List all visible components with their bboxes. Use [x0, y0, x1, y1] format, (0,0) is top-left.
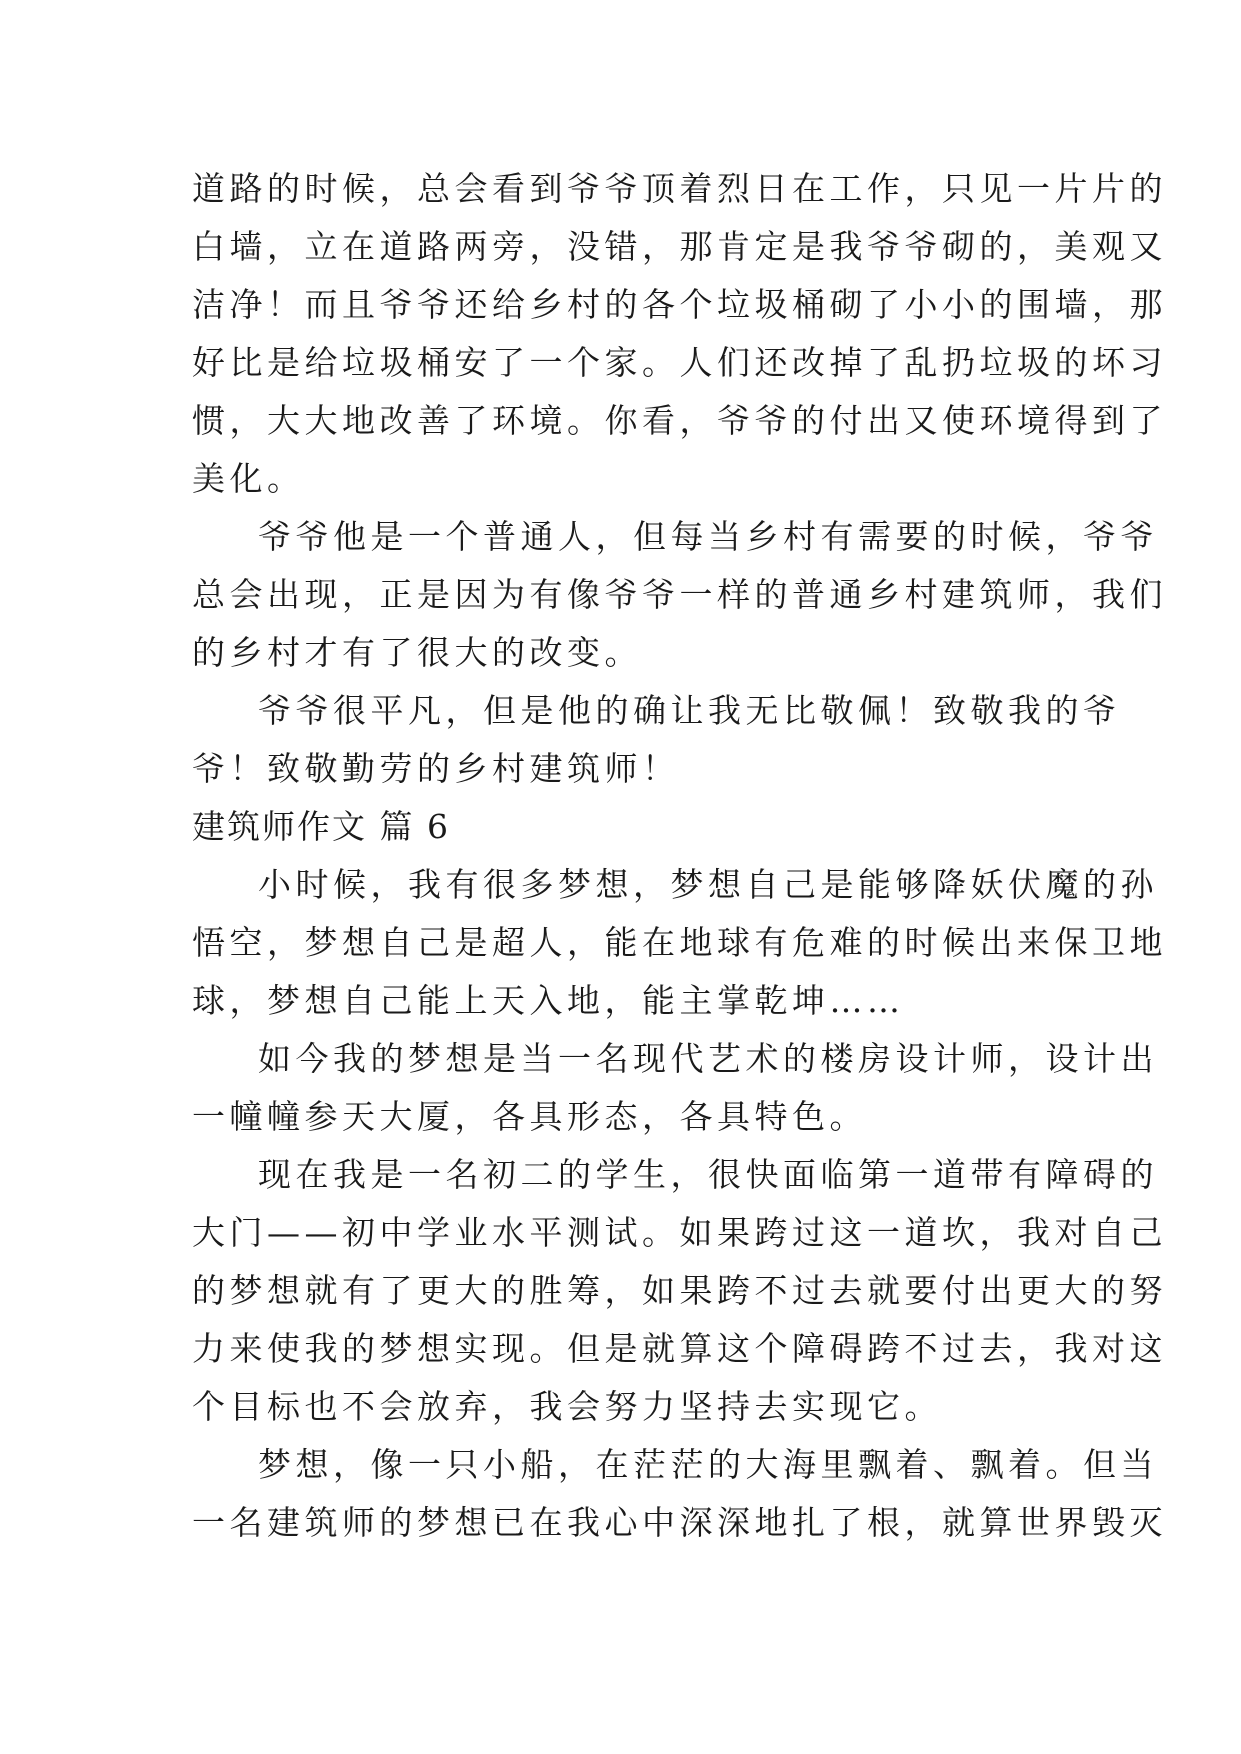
- document-page: [192, 160, 1167, 1552]
- paragraph-first-line: 小时候，我有很多梦想，梦想自己是能够降妖伏魔的孙: [258, 865, 1158, 904]
- text-line: 好比是给垃圾桶安了一个家。人们还改掉了乱扔垃圾的坏习: [192, 343, 1167, 382]
- paragraph-first-line: 梦想，像一只小船，在茫茫的大海里飘着、飘着。但当: [258, 1445, 1158, 1484]
- text-line: 总会出现，正是因为有像爷爷一样的普通乡村建筑师，我们: [192, 575, 1167, 614]
- text-line: 大门——初中学业水平测试。如果跨过这一道坎，我对自己: [192, 1213, 1167, 1252]
- text-line: 力来使我的梦想实现。但是就算这个障碍跨不过去，我对这: [192, 1329, 1167, 1368]
- paragraph-first-line: 现在我是一名初二的学生，很快面临第一道带有障碍的: [258, 1155, 1158, 1194]
- text-line: 一幢幢参天大厦，各具形态，各具特色。: [192, 1097, 867, 1136]
- text-line: 爷！致敬勤劳的乡村建筑师！: [192, 749, 680, 788]
- paragraph-first-line: 如今我的梦想是当一名现代艺术的楼房设计师，设计出: [258, 1039, 1158, 1078]
- text-line: 球，梦想自己能上天入地，能主掌乾坤……: [192, 981, 905, 1020]
- text-line: 洁净！而且爷爷还给乡村的各个垃圾桶砌了小小的围墙，那: [192, 285, 1167, 324]
- section-heading: 建筑师作文 篇 6: [192, 807, 450, 846]
- paragraph-first-line: 爷爷他是一个普通人，但每当乡村有需要的时候，爷爷: [258, 517, 1158, 556]
- text-line: 道路的时候，总会看到爷爷顶着烈日在工作，只见一片片的: [192, 169, 1167, 208]
- text-line: 一名建筑师的梦想已在我心中深深地扎了根，就算世界毁灭: [192, 1503, 1167, 1542]
- text-line: 惯，大大地改善了环境。你看，爷爷的付出又使环境得到了: [192, 401, 1167, 440]
- text-line: 美化。: [192, 459, 305, 498]
- text-line: 悟空，梦想自己是超人，能在地球有危难的时候出来保卫地: [192, 923, 1167, 962]
- text-line: 个目标也不会放弃，我会努力坚持去实现它。: [192, 1387, 942, 1426]
- paragraph-first-line: 爷爷很平凡，但是他的确让我无比敬佩！致敬我的爷: [258, 691, 1121, 730]
- text-line: 白墙，立在道路两旁，没错，那肯定是我爷爷砌的，美观又: [192, 227, 1167, 266]
- text-line: 的梦想就有了更大的胜筹，如果跨不过去就要付出更大的努: [192, 1271, 1167, 1310]
- text-line: 的乡村才有了很大的改变。: [192, 633, 642, 672]
